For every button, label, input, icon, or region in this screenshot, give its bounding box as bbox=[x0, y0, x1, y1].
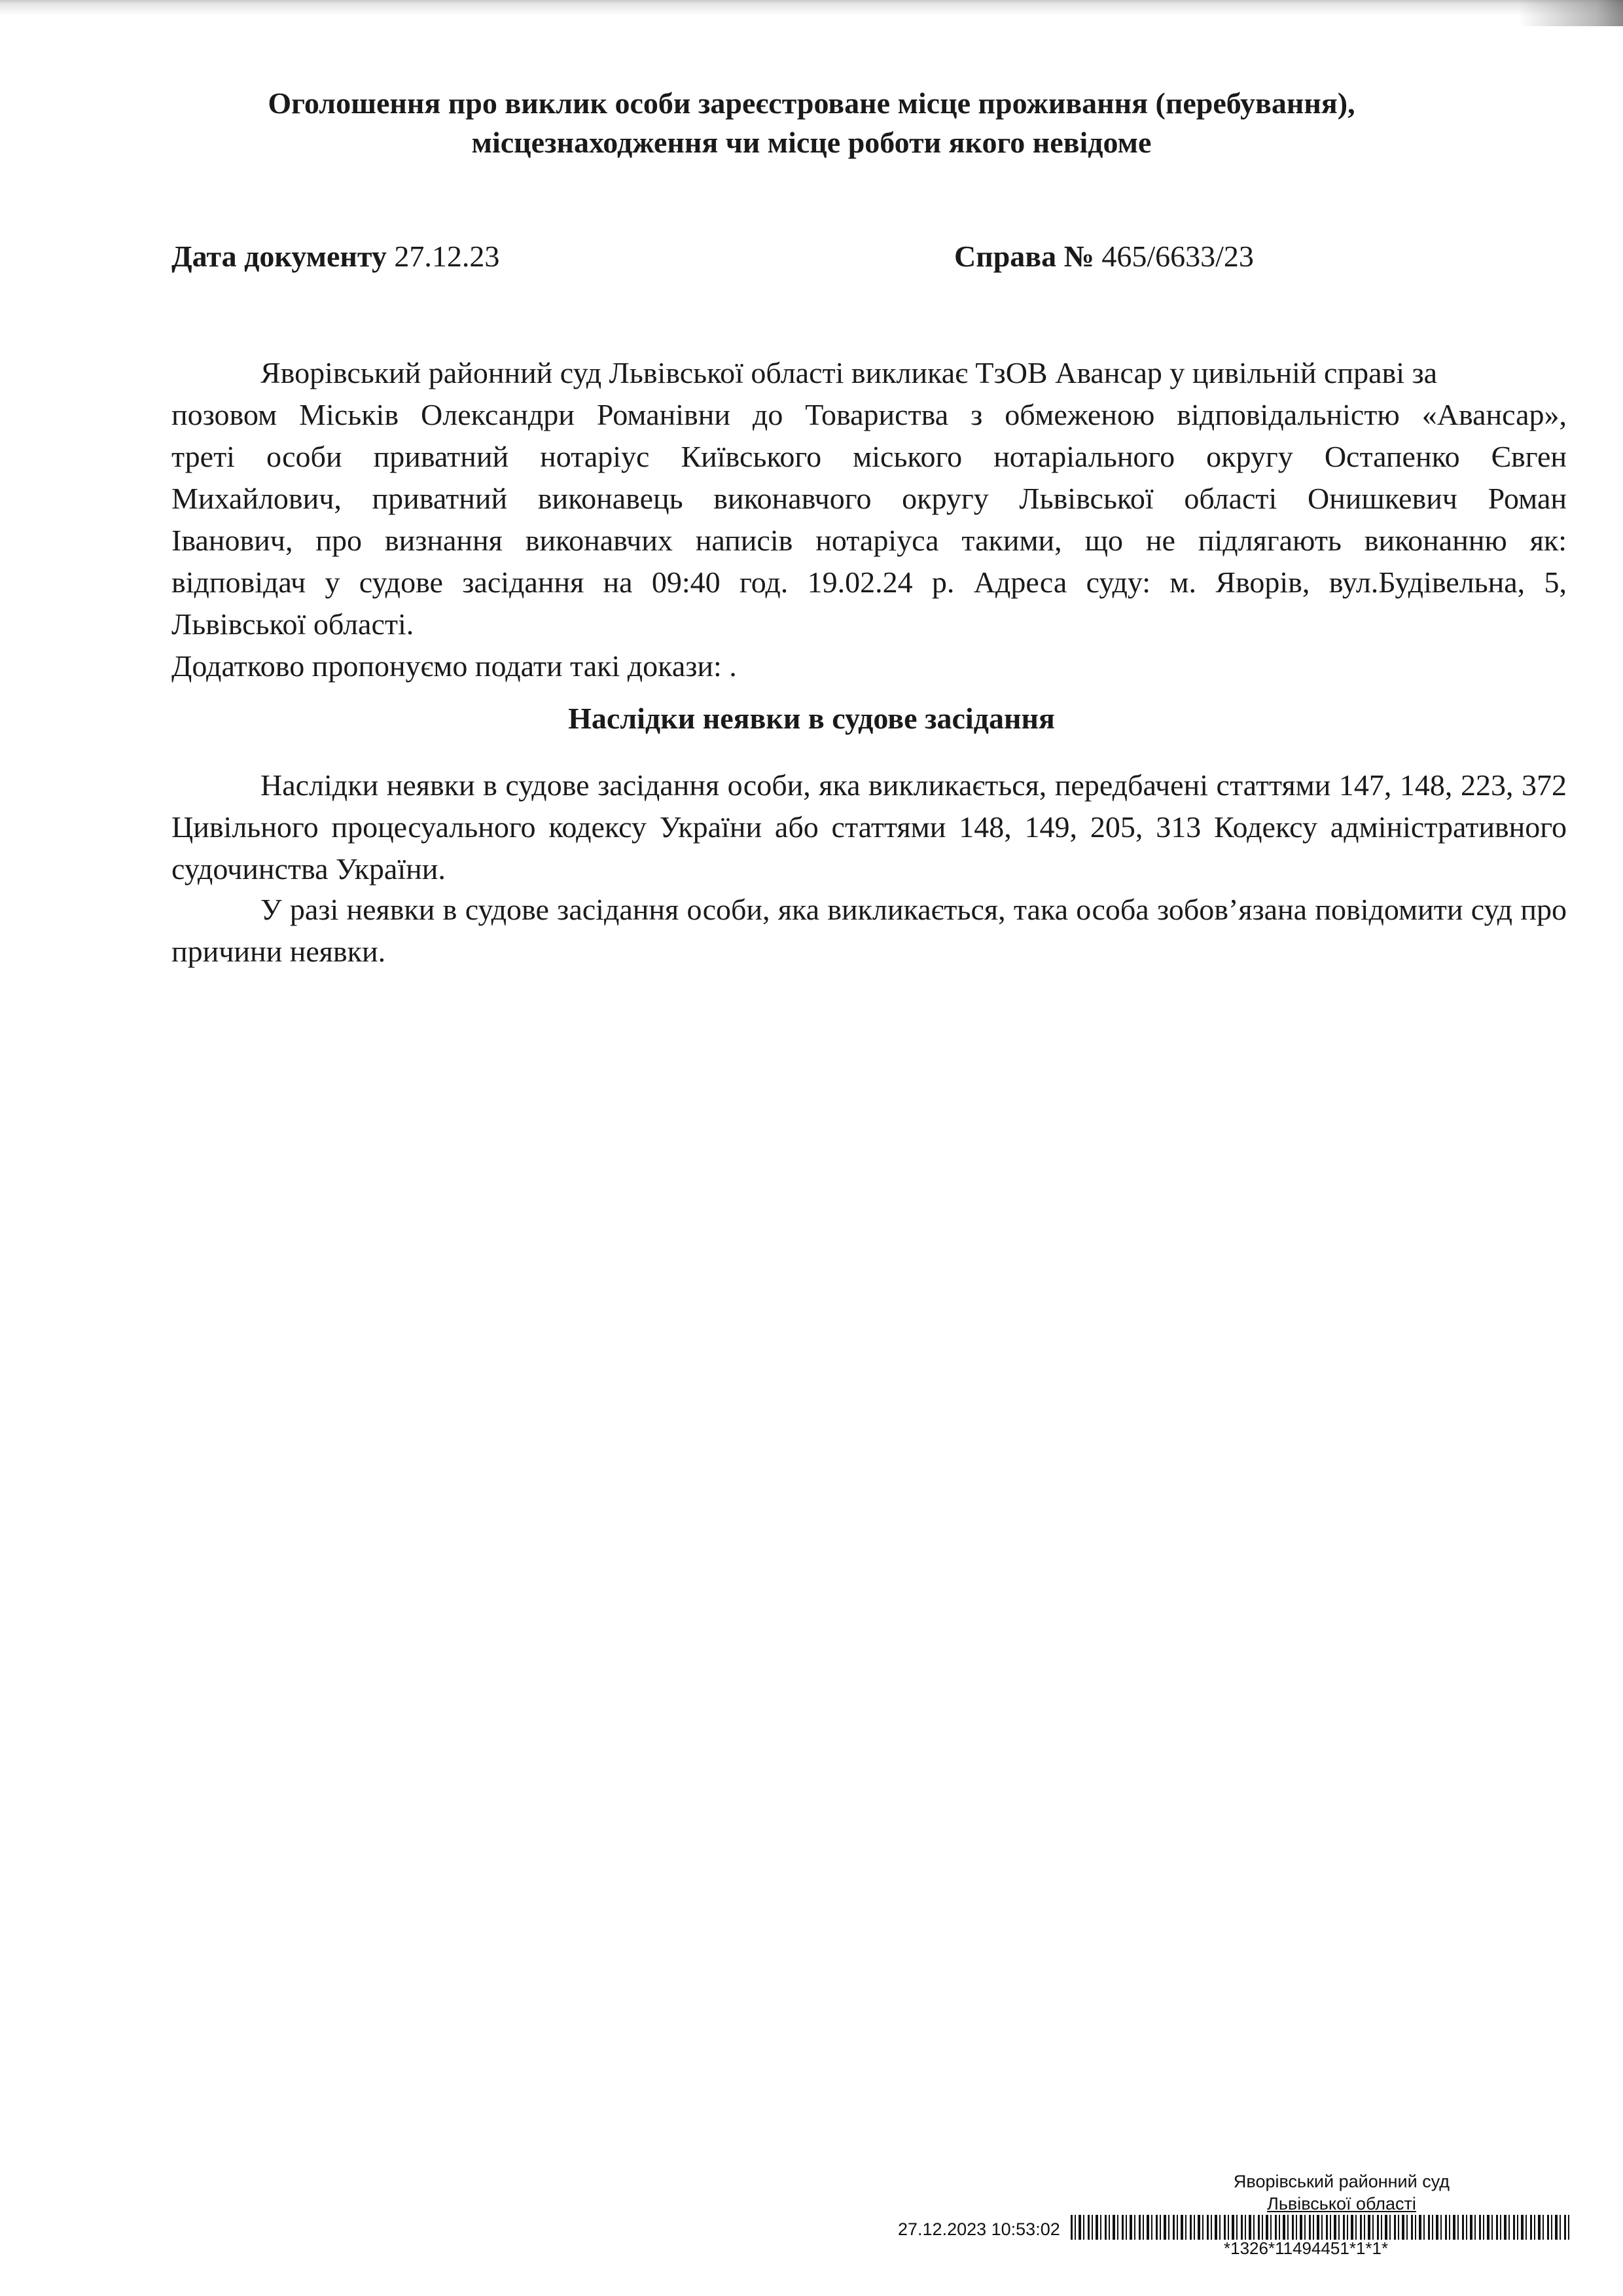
summons-line-4: Михайлович, приватний виконавець виконавчого округу Львівської області Онишкевич Роман bbox=[171, 482, 1567, 515]
scan-top-edge bbox=[0, 0, 1623, 20]
evidence-line: Додатково пропонуємо подати такі докази: . bbox=[171, 649, 737, 683]
footer-court-name bbox=[1191, 2170, 1492, 2215]
paragraph-notify-court: У разі неявки в судове засідання особи, яка викликається, така особа зобов’язана повідомити суд про причини неявки. bbox=[171, 893, 1567, 968]
date-value: 27.12.23 bbox=[394, 240, 500, 273]
summons-line-3: треті особи приватний нотаріус Київського міського нотаріального округу Остапенко Євген bbox=[171, 440, 1567, 473]
summons-line-7: Львівської області. bbox=[171, 607, 414, 641]
document-date bbox=[171, 237, 499, 276]
barcode-number: *1326*11494451*1*1* bbox=[1224, 2238, 1389, 2258]
paragraph-summons bbox=[171, 394, 1567, 687]
document-title bbox=[170, 84, 1453, 162]
title-line-2: місцезнаходження чи місце роботи якого невідоме bbox=[471, 126, 1152, 159]
summons-line-1: Яворівський районний суд Львівської області викликає ТзОВ Авансар у цивільній справі за bbox=[260, 356, 1438, 389]
title-line-1: Оголошення про виклик особи зареєстроване місце проживання (перебування), bbox=[268, 86, 1355, 120]
footer-timestamp: 27.12.2023 10:53:02 bbox=[898, 2219, 1060, 2239]
barcode-image bbox=[1071, 2215, 1571, 2240]
case-number bbox=[954, 237, 1254, 276]
scan-corner-shadow bbox=[1518, 0, 1623, 26]
summons-line-5: Іванович, про визнання виконавчих написів нотаріуса такими, що не підлягають виконанню як: bbox=[171, 524, 1567, 557]
paragraph-summons-first-line bbox=[171, 352, 1567, 394]
paragraph-consequences: Наслідки неявки в судове засідання особи, яка викликається, передбачені статтями 147, 148, 223, 372 Цивільного процесуального кодексу України або статтями 148, 149, 205, 313 Кодексу адміністративного судочинства України. bbox=[171, 768, 1567, 886]
footer-court-line-2: Львівської області bbox=[1267, 2194, 1416, 2214]
summons-line-6: відповідач у судове засідання на 09:40 год. 19.02.24 р. Адреса суду: м. Яворів, вул.Будівельна, 5, bbox=[171, 565, 1567, 599]
case-value: 465/6633/23 bbox=[1101, 240, 1254, 273]
footer-court-line-1: Яворівський районний суд bbox=[1233, 2172, 1450, 2191]
case-label: Справа № bbox=[954, 240, 1094, 273]
summons-line-2: позовом Міськів Олександри Романівни до Товариства з обмеженою відповідальністю «Авансар», bbox=[171, 398, 1567, 431]
consequences-heading: Наслідки неявки в судове засідання bbox=[568, 702, 1055, 735]
date-label: Дата документу bbox=[171, 240, 387, 273]
